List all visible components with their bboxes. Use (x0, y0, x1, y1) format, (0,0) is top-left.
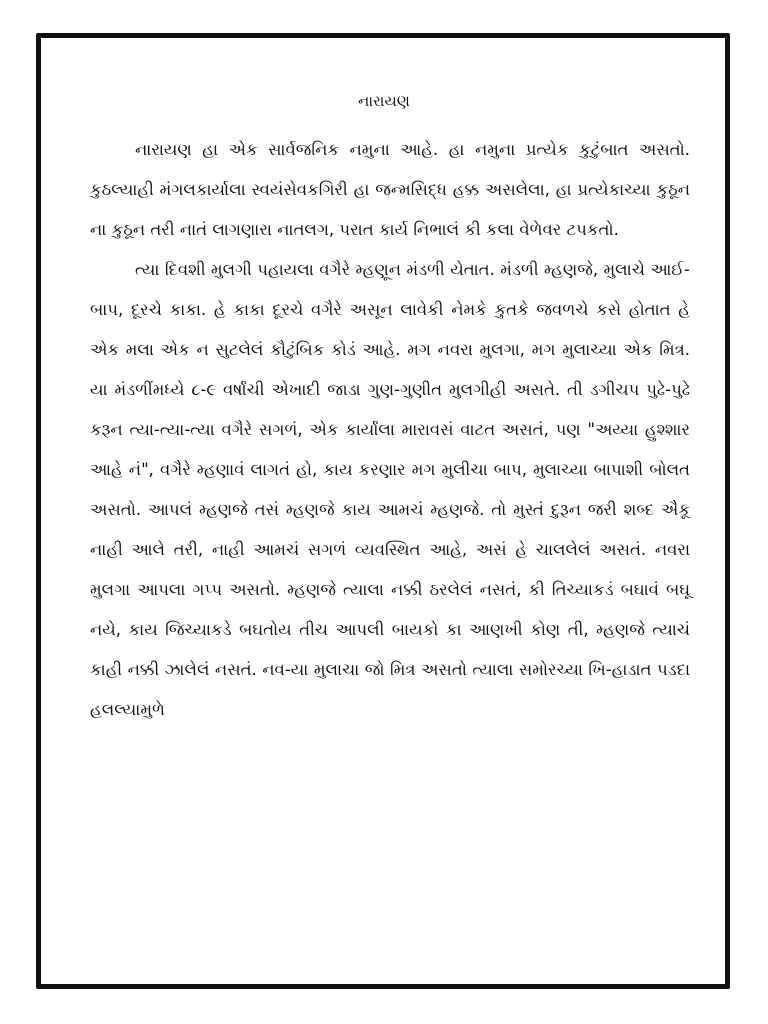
paragraph-2: ત્યા દિવશી મુલગી પહાયલા વગૈરે મ્હણૂન મંડળી યેતાત. મંડળી મ્હણજે, મુલાચે આઈ-બાપ, દૂરચે કાકા. હે કાકા દૂરચે વગૈરે અસૂન લાવેકી નેમકે કુતકે જવળચે કસે હોતાત હે એક મલા એક ન સુટલેલં કૌટુંબિક કોડં આહે. મગ નવરા મુલગા, મગ મુલાચ્યા એક મિત્ર. યા મંડળીંમધ્યે ૮-૯ વર્ષાંચી એખાદી જાડા ગુણ-ગુણીત મુલગીહી અસતે. તી ડગીચપ પુઢે-પુઢે કરૂન ત્યા-ત્યા-ત્યા વગૈરે સગળં, એક કાર્યાંલા મારાવસં વાટત અસતં, પણ "અય્યા હુશ્શાર આહે નં", વગૈરે મ્હણાવં લાગતં હો, કાય કરણાર મગ મુલીચા બાપ, મુલાચ્યા બાપાશી બોલત અસતો. આપલં મ્હણજે તસં મ્હણજે કાય આમચં મ્હણજે. તો મુસ્તં દુરૂન જરી શબ્દ ઐકૂ નાહી આલે તરી, નાહી આમચં સગળં વ્યવસ્થિત આહે, અસં હે ચાલલેલં અસતં. નવરા મુલગા આપલા ગપ્પ અસતો. મ્હણજે ત્યાલા નક્કી ઠરલેલં નસતં, કી તિચ્યાકડં બઘાવં બઘૂ નયે, કાય જિચ્યાકડે બઘતોય તીચ આપલી બાયકો કા આણખી કોણ તી, મ્હણજે ત્યાચં કાહી નક્કી ઝાલેલં નસતં. નવ-યા મુલાચા જો મિત્ર અસતો ત્યાલા સમોરચ્યા ખિ-હાડાત પડદા હલલ્યામુળે (90, 260, 690, 719)
page-title: નારાયણ (358, 92, 410, 110)
document-body (90, 130, 690, 730)
paragraph-1: નારાયણ હા એક સાર્વજનિક નમુના આહે. હા નમુના પ્રત્યેક કુટુંબાત અસતો. કુઠલ્યાહી મંગલકાર્યાલા સ્વયંસેવકગિરી હા જન્મસિદ્ધ હક્ક અસલેલા, હા પ્રત્યેકાચ્યા કુઠૂન ના કુઠૂન તરી નાતં લાગણારા નાતલગ, પરાત કાર્ય નિભાલં કી કલા વેળેવર ટપકતો. (90, 140, 690, 239)
